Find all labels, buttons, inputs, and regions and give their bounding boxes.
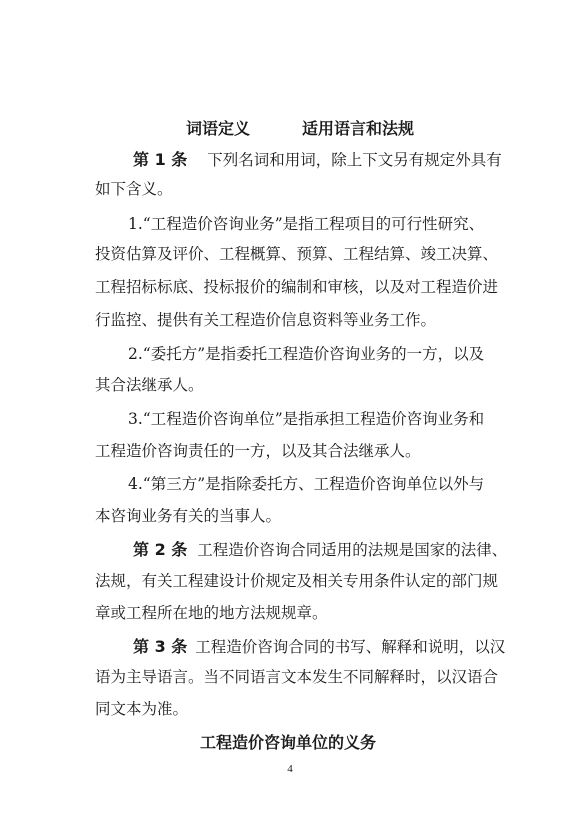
item-1-line-1: 1.“工程造价咨询业务”是指工程项目的可行性研究、 (128, 215, 485, 233)
article-3-label: 第 3 条 (133, 637, 188, 656)
item-1-line-2: 投资估算及评价、工程概算、预算、工程结算、竣工决算、 (95, 245, 499, 263)
item-4-line-1: 4.“第三方”是指除委托方、工程造价咨询单位以外与 (128, 475, 485, 493)
article-3-line-1 (133, 637, 533, 657)
article-2-line-2: 法规，有关工程建设计价规定及相关专用条件认定的部门规 (95, 572, 499, 590)
item-2-line-1: 2.“委托方”是指委托工程造价咨询业务的一方，以及 (128, 345, 485, 363)
page-number: 4 (287, 763, 293, 775)
heading-definitions: 词语定义 (186, 119, 251, 138)
article-3-text: 工程造价咨询合同的书写、解释和说明，以汉 (195, 638, 506, 656)
article-3-line-3: 同文本为准。 (95, 700, 189, 718)
item-4-line-2: 本咨询业务有关的当事人。 (95, 507, 282, 525)
item-2-line-2: 其合法继承人。 (95, 376, 204, 394)
item-1-line-3: 工程招标标底、投标报价的编制和审核，以及对工程造价进 (95, 278, 499, 296)
article-1-line-2: 如下含义。 (95, 180, 173, 198)
item-3-line-1: 3.“工程造价咨询单位”是指承担工程造价咨询业务和 (128, 410, 485, 428)
article-2-line-3: 章或工程所在地的地方法规规章。 (95, 604, 328, 622)
article-2-label: 第 2 条 (133, 540, 188, 559)
article-2-line-1 (133, 540, 533, 560)
section-heading-obligations: 工程造价咨询单位的义务 (200, 733, 377, 752)
item-1-line-4: 行监控、提供有关工程造价信息资料等业务工作。 (95, 311, 437, 329)
section-heading-definitions (186, 119, 414, 139)
article-1-line-1 (133, 150, 533, 170)
article-2-text: 工程造价咨询合同适用的法规是国家的法律、 (197, 541, 508, 559)
article-3-line-2: 语为主导语言。当不同语言文本发生不同解释时，以汉语合 (95, 668, 499, 686)
article-1-text: 下列名词和用词，除上下文另有规定外具有 (207, 151, 502, 169)
item-3-line-2: 工程造价咨询责任的一方，以及其合法继承人。 (95, 442, 421, 460)
heading-language-law: 适用语言和法规 (302, 119, 415, 138)
article-1-label: 第 1 条 (133, 150, 188, 169)
